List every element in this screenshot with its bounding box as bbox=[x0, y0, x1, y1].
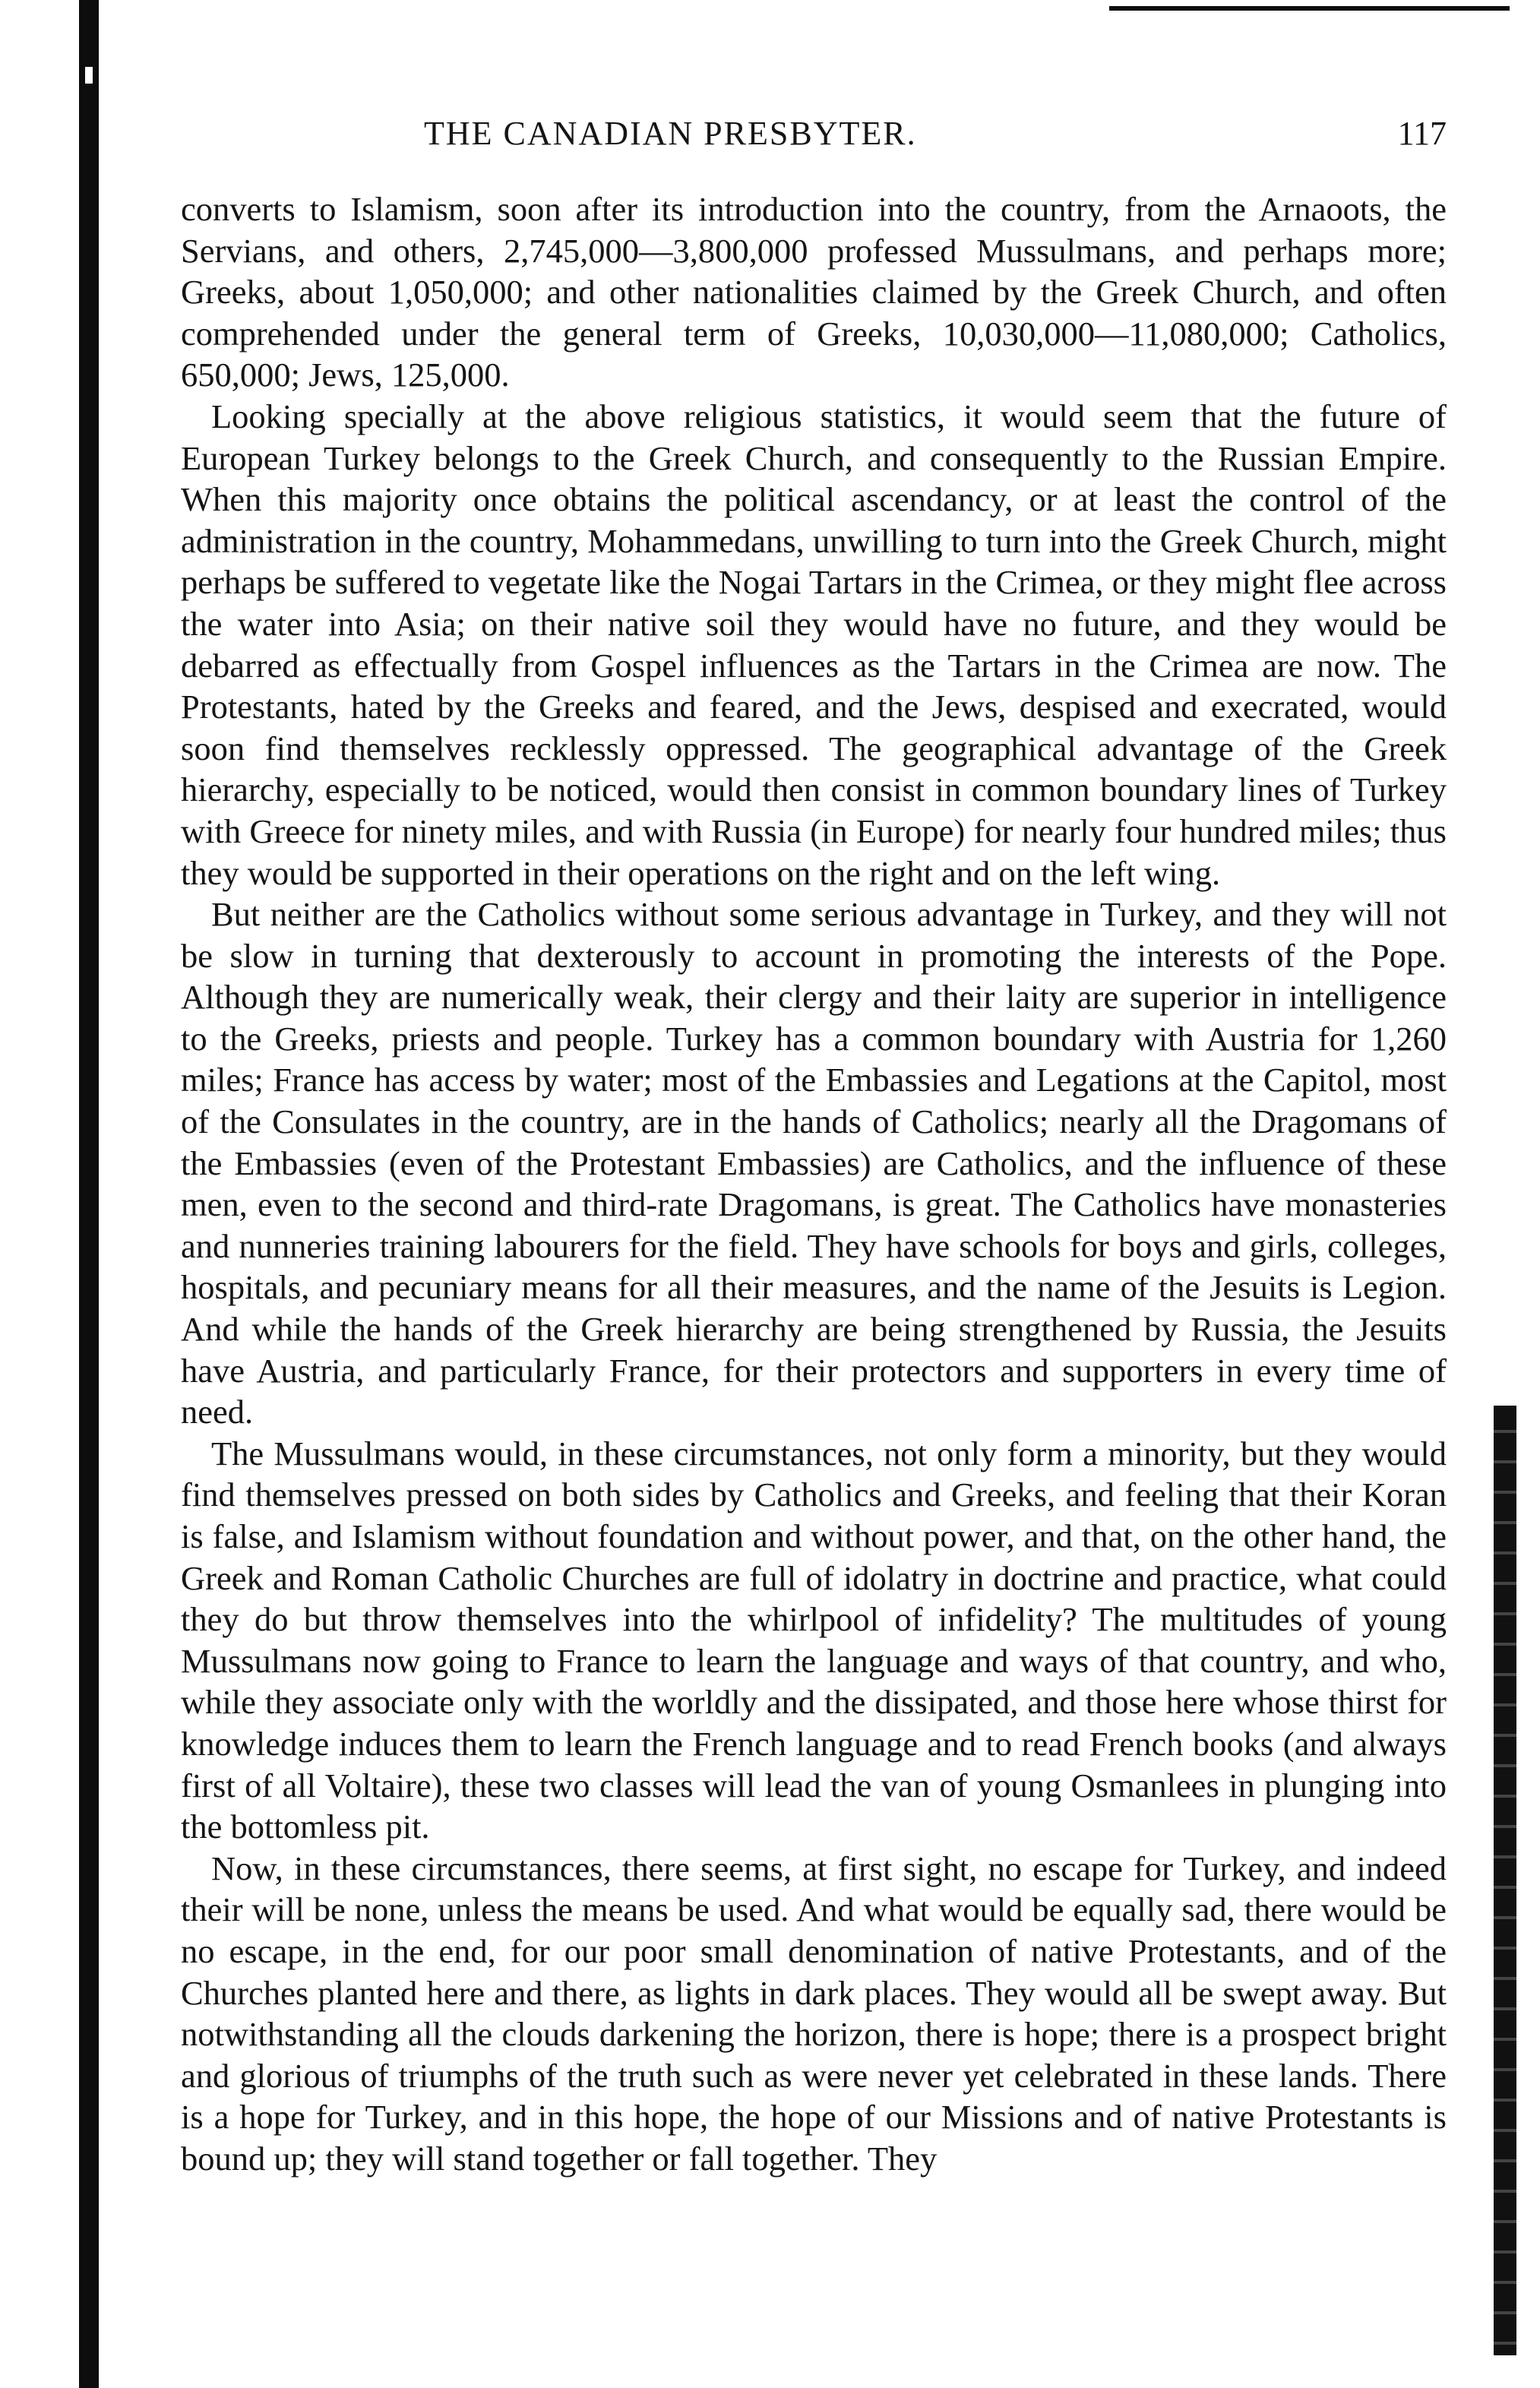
paragraph-3: But neither are the Catholics without some serious advantage in Turkey, and they will not be slow in turning that dexterously to account in promoting the interests of the Pope. Although they are numerically weak, their clergy and their laity are superior in intelligence to the Greeks, priests and people. Turkey has a common boundary with Austria for 1,260 miles; France has access by water; most of the Embassies and Legations at the Capitol, most of the Consulates in the country, are in the hands of Catholics; nearly all the Dragomans of the Embassies (even of the Protestant Embassies) are Catholics, and the influence of these men, even to the second and third-rate Dragomans, is great. The Catholics have monasteries and nunneries training labourers for the field. They have schools for boys and girls, colleges, hospitals, and pecuniary means for all their measures, and the name of the Jesuits is Legion. And while the hands of the Greek hierarchy are being strengthened by Russia, the Jesuits have Austria, and particularly France, for their protectors and supporters in every time of need. bbox=[181, 895, 1447, 1431]
scan-edge-left bbox=[79, 0, 99, 2388]
paragraph-1: converts to Islamism, soon after its introduction into the country, from the Arnaoots, the Servians, and others, 2,745,000—3,800,000 professed Mussulmans, and perhaps more; Greeks, about 1,050,000; and other nationalities claimed by the Greek Church, and often comprehended under the general term of Greeks, 10,030,000—11,080,000; Catholics, 650,000; Jews, 125,000. bbox=[181, 190, 1447, 394]
page bbox=[181, 0, 1447, 2388]
scan-edge-notch bbox=[85, 67, 93, 84]
page-number: 117 bbox=[1397, 115, 1447, 152]
running-head bbox=[181, 114, 1447, 160]
paragraph-2: Looking specially at the above religious statistics, it would seem that the future of European Turkey belongs to the Greek Church, and consequently to the Russian Empire. When this majority once obtains the political ascendancy, or at least the control of the administration in the country, Mohammedans, unwilling to turn into the Greek Church, might perhaps be suffered to vegetate like the Nogai Tartars in the Crimea, or they might flee across the water into Asia; on their native soil they would have no future, and they would be debarred as effectually from Gospel influences as the Tartars in the Crimea are now. The Protestants, hated by the Greeks and feared, and the Jews, despised and execrated, would soon find themselves recklessly oppressed. The geographical advantage of the Greek hierarchy, especially to be noticed, would then consist in common boundary lines of Turkey with Greece for ninety miles, and with Russia (in Europe) for nearly four hundred miles; thus they would be supported in their operations on the right and on the left wing. bbox=[181, 397, 1447, 892]
text-body bbox=[181, 188, 1447, 2180]
paragraph-5: Now, in these circumstances, there seems, at first sight, no escape for Turkey, and indeed their will be none, unless the means be used. And what would be equally sad, there would be no escape, in the end, for our poor small denomination of native Protestants, and of the Churches planted here and there, as lights in dark places. They would all be swept away. But notwithstanding all the clouds darkening the horizon, there is hope; there is a prospect bright and glorious of triumphs of the truth such as were never yet celebrated in these lands. There is a hope for Turkey, and in this hope, the hope of our Missions and of native Protestants is bound up; they will stand together or fall together. They bbox=[181, 1849, 1447, 2178]
running-title: THE CANADIAN PRESBYTER. bbox=[424, 115, 917, 152]
paragraph-4: The Mussulmans would, in these circumstances, not only form a minority, but they would find themselves pressed on both sides by Catholics and Greeks, and feeling that their Koran is false, and Islamism without foundation and without power, and that, on the other hand, the Greek and Roman Catholic Churches are full of idolatry in doctrine and practice, what could they do but throw themselves into the whirlpool of infidelity? The multitudes of young Mussulmans now going to France to learn the language and ways of that country, and who, while they associate only with the worldly and the dissipated, and those here whose thirst for knowledge induces them to learn the French language and to read French books (and always first of all Voltaire), these two classes will lead the van of young Osmanlees in plunging into the bottomless pit. bbox=[181, 1434, 1447, 1846]
scan-binding-stripe bbox=[1494, 1406, 1516, 2355]
